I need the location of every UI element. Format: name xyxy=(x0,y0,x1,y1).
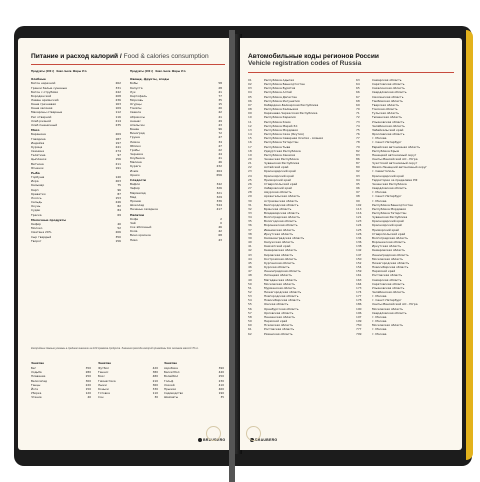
region-row: 121 Чувашская Республика xyxy=(356,215,408,220)
food-row: Вафли 342 xyxy=(130,182,222,187)
food-column-2 xyxy=(130,76,222,242)
region-row: 74 Челябинская область xyxy=(356,123,405,128)
region-row: 126 Ставропольский край xyxy=(356,231,406,236)
region-row: 39 Калининградская область xyxy=(248,235,305,240)
food-row: Виноград 72 xyxy=(130,131,222,136)
region-row: 125 Приморский край xyxy=(356,227,399,232)
food-row: Свинина 274 xyxy=(31,149,121,154)
activity-row: Гольф 230 xyxy=(164,378,224,383)
food-row: Абрикосы 41 xyxy=(130,114,222,119)
food-row: Сыр твердый 350 xyxy=(31,234,121,239)
region-row: 44 Костромская область xyxy=(248,256,297,261)
food-section-heading: Сладости xyxy=(130,178,146,183)
region-row: 152 Нижегородская область xyxy=(356,260,410,265)
food-row: Зефир 326 xyxy=(130,186,222,191)
region-row: 89 Ямало-Ненецкий автономный округ xyxy=(356,165,427,170)
region-row: 82 Республика Крым xyxy=(356,148,400,153)
region-row: 31 Белгородская область xyxy=(248,202,299,207)
region-row: 19 Республика Хакасия xyxy=(248,152,296,157)
region-row: 76 Ярославская область xyxy=(356,132,405,137)
food-row: Сметана 20% 206 xyxy=(31,230,121,235)
food-row: Кальмар 75 xyxy=(31,183,121,188)
title-en: Vehicle registration codes of Russia xyxy=(248,60,362,67)
region-row: 196 Свердловская область xyxy=(356,310,407,315)
region-row: 20 Чеченская Республика xyxy=(248,156,299,161)
region-row: 93 Краснодарский край xyxy=(356,173,404,178)
region-row: 29 Архангельская область xyxy=(248,194,300,199)
region-row: 51 Мурманская область xyxy=(248,285,296,290)
region-row: 67 Смоленская область xyxy=(356,94,404,99)
region-row: 16 Республика Татарстан xyxy=(248,140,299,145)
page-corner-mark xyxy=(206,426,221,441)
region-row: 161 Ростовская область xyxy=(356,273,403,278)
region-row: 59 Пермский край xyxy=(248,319,288,324)
region-row: 60 Псковская область xyxy=(248,323,293,328)
food-row: Мед 329 xyxy=(130,194,222,199)
region-row: 15 Республика Северная Осетия - Алания xyxy=(248,136,324,141)
region-row: 48 Липецкая область xyxy=(248,273,293,278)
activity-table-3 xyxy=(164,361,224,399)
region-row: 96 Свердловская область xyxy=(356,186,407,191)
region-row: 50 Московская область xyxy=(248,281,295,286)
food-row: Треска 69 xyxy=(31,212,121,217)
region-row: 07 Кабардино-Балкарская Республика xyxy=(248,102,319,107)
food-row: Творог 156 xyxy=(31,238,121,243)
region-row: 24 Красноярский край xyxy=(248,173,294,178)
region-row: 12 Республика Марий Эл xyxy=(248,123,298,128)
activity-row: Баскетбол 440 xyxy=(164,370,224,375)
region-row: 17 Республика Тыва xyxy=(248,144,291,149)
food-row: Кофе 2 xyxy=(130,216,222,221)
region-row: 75 Забайкальский край xyxy=(356,127,404,132)
food-row: Малина 46 xyxy=(130,160,222,165)
region-row: 66 Свердловская область xyxy=(356,90,407,95)
col1-header: Продукты (100 г) Ккал. Белк. Жиры Угл. xyxy=(31,69,88,73)
food-row: Печенье сахарное 417 xyxy=(130,207,222,212)
food-row: Креветки 87 xyxy=(31,191,121,196)
region-row: 163 Самарская область xyxy=(356,277,402,282)
region-row: 68 Тамбовская область xyxy=(356,98,403,103)
food-row: Яблоко 47 xyxy=(130,143,222,148)
left-page xyxy=(18,38,232,450)
food-row: Бородинский 208 xyxy=(31,93,121,98)
region-row: 13 Республика Мордовия xyxy=(248,127,298,132)
region-row: 25 Приморский край xyxy=(248,177,291,182)
activity-row: Чтение 40 xyxy=(31,395,91,400)
food-section-heading: Рыба xyxy=(31,171,40,175)
brand-logo: BRAUBERG xyxy=(198,438,225,442)
region-row: 38 Иркутская область xyxy=(248,231,294,236)
region-row: 86 Ханты-Мансийский АО - Югра xyxy=(356,156,418,161)
food-row: Молоко 52 xyxy=(31,226,121,231)
region-row: 177 г. Москва xyxy=(356,294,387,299)
region-row: 136 Воронежская область xyxy=(356,240,406,245)
region-row: 11 Республика Коми xyxy=(248,119,291,124)
region-column-2 xyxy=(356,78,456,336)
region-row: 05 Республика Дагестан xyxy=(248,94,297,99)
activity-table-2 xyxy=(98,361,158,399)
food-row: Пиво 43 xyxy=(130,237,222,242)
region-row: 14 Республика Саха (Якутия) xyxy=(248,132,304,137)
food-row: Лаваш армянский 236 xyxy=(31,97,121,102)
food-row: Кола 42 xyxy=(130,229,222,234)
region-row: 87 Чукотский автономный округ xyxy=(356,161,418,166)
food-row: Черника 44 xyxy=(130,152,222,156)
activity-row: Уборка 120 xyxy=(31,391,91,396)
logo-mark-icon xyxy=(198,438,202,442)
food-row: Чай 0 xyxy=(130,220,222,225)
region-row: 08 Республика Калмыкия xyxy=(248,107,299,112)
food-row: Горбуша 140 xyxy=(31,175,121,180)
activity-row: Садоводство 190 xyxy=(164,391,224,396)
region-row: 197 г. Москва xyxy=(356,314,387,319)
region-row: 03 Республика Бурятия xyxy=(248,86,296,91)
region-column-1 xyxy=(248,78,348,336)
region-row: 34 Волгоградская область xyxy=(248,215,300,220)
cover-edge xyxy=(466,30,473,460)
region-row: 10 Республика Карелия xyxy=(248,115,296,120)
activity-table-1 xyxy=(31,361,91,399)
region-row: 61 Ростовская область xyxy=(248,327,295,332)
region-row: 164 Саратовская область xyxy=(356,281,405,286)
region-row: 777 г. Москва xyxy=(356,327,387,332)
activity-row: Теннис 380 xyxy=(98,370,158,375)
region-row: 123 Краснодарский край xyxy=(356,219,404,224)
region-row: 57 Орловская область xyxy=(248,310,294,315)
region-row: 40 Калужская область xyxy=(248,240,294,245)
region-row: 23 Краснодарский край xyxy=(248,169,296,174)
region-row: 22 Алтайский край xyxy=(248,165,289,170)
food-row: Вино красное 68 xyxy=(130,233,222,238)
region-row: 53 Новгородская область xyxy=(248,294,299,299)
region-row: 173 Ульяновская область xyxy=(356,285,405,290)
region-row: 65 Сахалинская область xyxy=(356,86,405,91)
page-title xyxy=(248,53,448,67)
region-row: 190 Московская область xyxy=(356,306,403,311)
title-ru: Питание и расход калорий xyxy=(31,53,119,60)
title-rule xyxy=(248,72,454,73)
food-section-heading: Мясо xyxy=(31,128,40,133)
activity-row: Футбол 420 xyxy=(98,366,158,371)
region-row: 18 Удмуртская Республика xyxy=(248,148,301,153)
region-row: 70 Томская область xyxy=(356,107,398,112)
region-row: 98 г. Санкт-Петербург xyxy=(356,194,402,199)
activity-row: Хоккей 410 xyxy=(164,382,224,387)
region-row: 69 Тверская область xyxy=(356,102,399,107)
food-row: Ягненок 191 xyxy=(31,165,121,170)
activity-row: Гимнастика 210 xyxy=(98,378,158,383)
activity-row: Прыжки 460 xyxy=(164,386,224,391)
activity-row: Лыжи 360 xyxy=(98,382,158,387)
food-row: Окунь 82 xyxy=(31,204,121,209)
region-row: 79 Еврейская автономная область xyxy=(356,144,421,149)
food-row: Батон с отрубями 242 xyxy=(31,89,121,94)
region-row: 06 Республика Ингушетия xyxy=(248,98,300,103)
title-rule xyxy=(31,64,225,65)
food-row: Сельдь 246 xyxy=(31,200,121,205)
region-row: 47 Ленинградская область xyxy=(248,269,301,274)
region-row: 58 Пензенская область xyxy=(248,314,295,319)
region-row: 147 Ленинградская область xyxy=(356,252,409,257)
region-row: 02 Республика Башкортостан xyxy=(248,82,305,87)
region-row: 73 Ульяновская область xyxy=(356,119,405,124)
activity-row: Плавание 250 xyxy=(31,374,91,379)
region-row: 154 Новосибирская область xyxy=(356,265,409,270)
activity-row: Готовка 110 xyxy=(98,391,158,396)
activity-header: Занятие xyxy=(164,361,178,365)
region-row: 33 Владимирская область xyxy=(248,211,300,215)
food-row: Пряник 336 xyxy=(130,198,222,203)
activity-header: Занятие xyxy=(31,361,45,365)
food-row: Судак 84 xyxy=(31,208,121,213)
region-row: 26 Ставропольский край xyxy=(248,181,298,186)
right-page xyxy=(240,38,462,450)
region-row: 199 г. Москва xyxy=(356,319,387,324)
region-row: 799 г. Москва xyxy=(356,331,387,336)
region-row: 37 Ивановская область xyxy=(248,227,295,232)
activity-row: Шахматы 35 xyxy=(164,395,224,400)
food-row: Каша гречневая 163 xyxy=(31,102,121,107)
region-row: 83 Ненецкий автономный округ xyxy=(356,152,417,157)
food-row: Карп 96 xyxy=(31,187,121,192)
food-section-heading: Хлебные xyxy=(31,77,46,82)
food-row: Хлеб пшеничный 235 xyxy=(31,122,121,127)
region-row: 36 Воронежская область xyxy=(248,223,298,228)
activity-row: Коньки 330 xyxy=(98,386,158,391)
region-row: 178 г. Санкт-Петербург xyxy=(356,298,402,303)
region-row: 32 Брянская область xyxy=(248,206,292,211)
food-row: Мармелад 321 xyxy=(130,190,222,195)
region-row: 97 г. Москва xyxy=(356,190,387,195)
page-title xyxy=(31,53,231,60)
region-row: 54 Новосибирская область xyxy=(248,298,301,303)
page-corner-mark xyxy=(246,426,261,441)
food-section-heading: Овощи, фрукты, ягоды xyxy=(130,77,170,82)
food-row: Говядина 187 xyxy=(31,136,121,141)
region-row: 42 Кемеровская область xyxy=(248,248,298,253)
food-row: Лук 41 xyxy=(130,89,222,94)
region-row: 49 Магаданская область xyxy=(248,277,298,282)
food-row: Сок яблочный 46 xyxy=(130,225,222,230)
food-row: Икра 263 xyxy=(31,179,121,184)
region-row: 95 Чеченская Республика xyxy=(356,181,407,186)
region-row: 750 Московская область xyxy=(356,323,403,328)
food-row: Грибы 22 xyxy=(130,147,222,152)
region-row: 134 Волгоградская область xyxy=(356,235,408,240)
food-row: Томаты 20 xyxy=(130,106,222,111)
food-row: Батон нарезной 262 xyxy=(31,81,121,86)
region-row: 138 Иркутская область xyxy=(356,244,402,249)
activity-row: Аэробика 390 xyxy=(164,366,224,371)
food-row: Груша 47 xyxy=(130,135,222,140)
region-row: 35 Вологодская область xyxy=(248,219,297,224)
title-ru: Автомобильные коды регионов России xyxy=(248,53,379,60)
food-row: Свекла 42 xyxy=(130,110,222,115)
activity-row: Йога 150 xyxy=(31,386,91,391)
region-row: 94 Территории за пределами РФ xyxy=(356,177,418,182)
food-row: Изюм 264 xyxy=(130,168,222,173)
region-row: 43 Кировская область xyxy=(248,252,294,257)
food-row: Клубника 41 xyxy=(130,156,222,161)
region-row: 186 Ханты-Мансийский АО - Югра xyxy=(356,302,418,307)
food-row: Телятина 97 xyxy=(31,153,121,158)
title-en: Food & calories consumption xyxy=(123,53,209,60)
region-row: 46 Курская область xyxy=(248,265,290,270)
activity-row: Бокс 480 xyxy=(98,374,158,379)
region-row: 92 г. Севастополь xyxy=(356,169,395,174)
food-row: Макароны отварные 112 xyxy=(31,110,121,115)
region-row: 27 Хабаровский край xyxy=(248,186,292,191)
activity-row: Велосипед 300 xyxy=(31,378,91,383)
food-row: Ветчина 211 xyxy=(31,161,121,166)
food-section-heading: Молочные продукты xyxy=(31,217,67,222)
region-row: 55 Омская область xyxy=(248,302,289,307)
food-section-heading: Напитки xyxy=(130,212,145,217)
region-row: 21 Чувашская Республика xyxy=(248,161,300,166)
food-row: Лимон 34 xyxy=(130,139,222,144)
region-row: 71 Тульская область xyxy=(356,111,399,116)
food-row: Курага 232 xyxy=(130,164,222,169)
food-row: Шоколад 544 xyxy=(130,203,222,208)
region-row: 04 Республика Алтай xyxy=(248,90,292,95)
footnote: Калорийные данные указаны в среднем значении на 100 граммов продукта. Значения расхода калорий приведены для человека массой 70 кг. xyxy=(31,347,199,350)
region-row: 56 Оренбургская область xyxy=(248,306,299,311)
region-row: 09 Карачаево-Черкесская Республика xyxy=(248,111,318,116)
bookmark-ribbon xyxy=(229,30,235,482)
title-separator: / xyxy=(118,53,124,60)
food-row: Кефир 40 xyxy=(31,222,121,227)
food-row: Ананас 49 xyxy=(130,118,222,123)
region-row: 142 Кемеровская область xyxy=(356,248,406,253)
food-row: Огурцы 15 xyxy=(130,102,222,107)
activity-row: Волейбол 250 xyxy=(164,374,224,379)
region-row: 62 Рязанская область xyxy=(248,331,293,336)
activity-row: Танцы 220 xyxy=(31,382,91,387)
region-row: 116 Республика Татарстан xyxy=(356,211,407,215)
food-row: Рис отварной 116 xyxy=(31,114,121,119)
brand-logo: BRAUBERG xyxy=(250,438,277,442)
food-row: Морковь 35 xyxy=(130,97,222,102)
region-row: 174 Челябинская область xyxy=(356,289,405,294)
food-row: Бобы 58 xyxy=(130,81,222,86)
region-row: 45 Курганская область xyxy=(248,260,295,265)
activity-header: Занятие xyxy=(98,361,112,365)
food-row: Хлеб ржаной 214 xyxy=(31,118,121,123)
region-row: 41 Камчатский край xyxy=(248,244,291,249)
activity-row: Сон 30 xyxy=(98,395,158,400)
region-row: 102 Республика Башкортостан xyxy=(356,202,413,207)
region-row: 78 г. Санкт-Петербург xyxy=(356,140,402,145)
region-row: 64 Саратовская область xyxy=(356,82,405,87)
food-row: Лосось 153 xyxy=(31,195,121,200)
activity-row: Бег 350 xyxy=(31,366,91,371)
region-row: 150 Московская область xyxy=(356,256,403,261)
region-row: 52 Нижегородская область xyxy=(248,289,302,294)
food-row: Капуста 28 xyxy=(130,85,222,90)
region-row: 63 Самарская область xyxy=(356,78,402,82)
region-row: 72 Тюменская область xyxy=(356,115,402,120)
food-row: Курица 241 xyxy=(31,144,121,149)
region-row: 124 Красноярский край xyxy=(356,223,402,228)
region-row: 28 Амурская область xyxy=(248,190,292,195)
activity-row: Ходьба 280 xyxy=(31,370,91,375)
food-row: Гренки белые сушеные 331 xyxy=(31,85,121,90)
food-row: Баранина 209 xyxy=(31,132,121,137)
food-row: Орехи 656 xyxy=(130,172,222,177)
region-row: 30 Астраханская область xyxy=(248,198,299,203)
food-row: Индейка 197 xyxy=(31,140,121,145)
col2-header: Продукты (100 г) Ккал. Белк. Жиры Угл. xyxy=(130,69,187,73)
food-row: Апельсин 43 xyxy=(130,122,222,127)
region-row: 77 г. Москва xyxy=(356,136,387,141)
region-row: 01 Республика Адыгея xyxy=(248,78,294,82)
food-row: Картофель 77 xyxy=(130,93,222,98)
region-row: 159 Пермский край xyxy=(356,269,396,274)
food-column-1 xyxy=(31,76,121,243)
food-row: Банан 96 xyxy=(130,127,222,132)
food-row: Цыпленок 156 xyxy=(31,157,121,162)
region-row: 113 Республика Мордовия xyxy=(356,206,406,211)
region-row: 99 г. Москва xyxy=(356,198,387,203)
food-row: Каша овсяная 109 xyxy=(31,106,121,111)
